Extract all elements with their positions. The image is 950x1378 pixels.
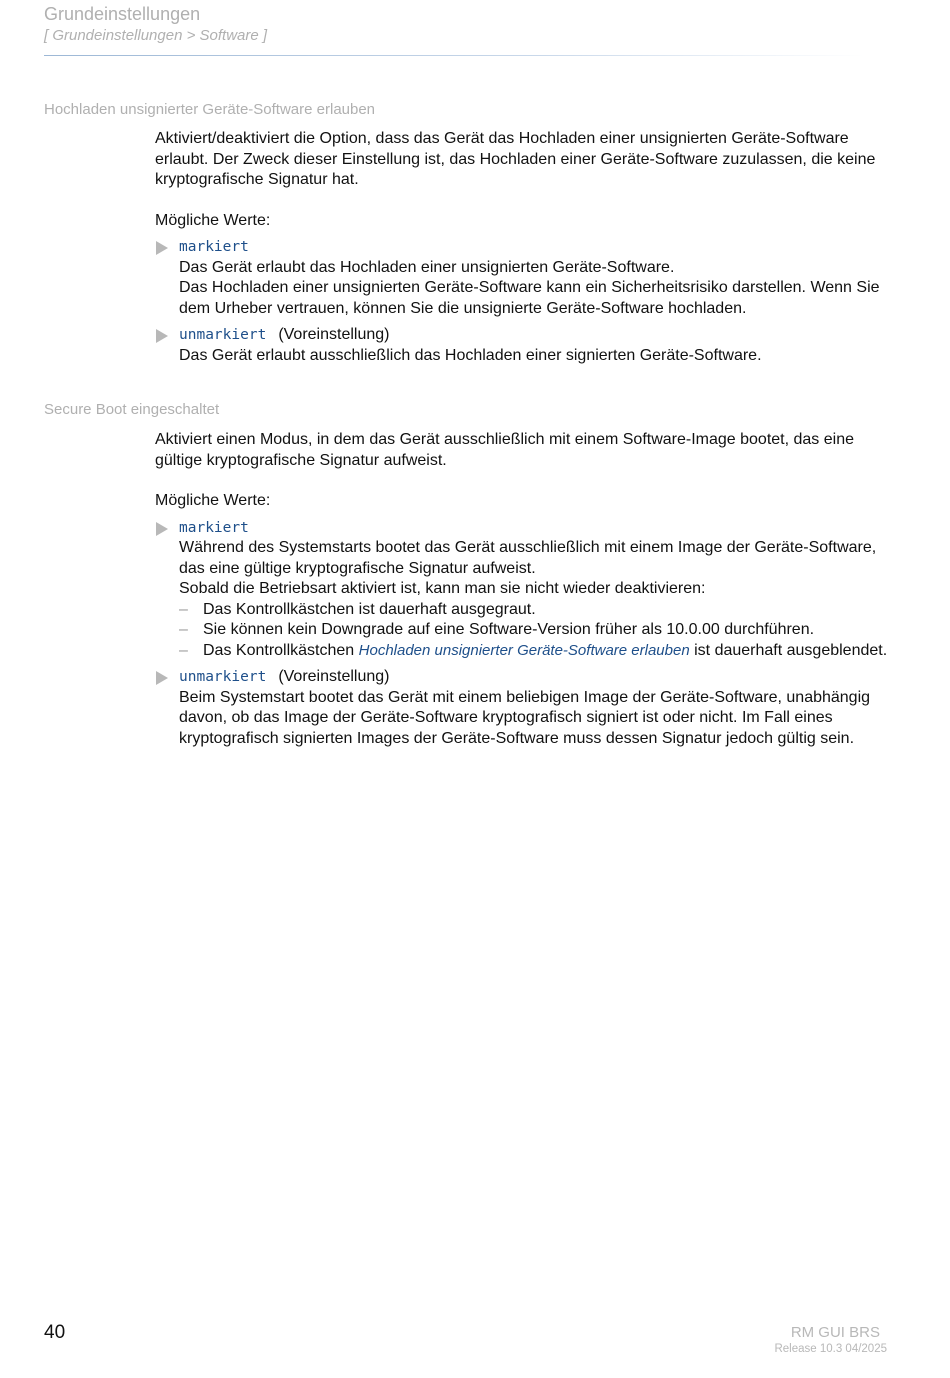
value-item-checked — [155, 237, 890, 319]
value-item-checked — [155, 518, 890, 662]
dash-icon: – — [179, 641, 188, 659]
value-line: Sobald die Betriebsart aktiviert ist, kann man sie nicht wieder deaktivieren: — [179, 580, 706, 597]
possible-values-label: Mögliche Werte: — [155, 211, 271, 229]
breadcrumb: [ Grundeinstellungen > Software ] — [44, 27, 268, 44]
value-code: markiert — [179, 519, 249, 536]
section-description: Aktiviert/deaktiviert die Option, dass das Gerät das Hochladen einer unsignierten Geräte-Software erlaubt. Der Zweck dieser Einstellung ist, das Hochladen einer Geräte-Software zuzulassen, die keine kryptografische Signatur hat. — [155, 130, 876, 188]
dash-icon: – — [179, 600, 188, 618]
triangle-right-icon — [156, 671, 168, 685]
triangle-right-icon — [156, 241, 168, 255]
page-header — [44, 4, 864, 46]
list-item-text: ist dauerhaft ausgeblendet. — [689, 641, 888, 659]
page-number: 40 — [44, 1322, 66, 1343]
unsigned-upload-link[interactable]: Hochladen unsignierter Geräte-Software erlauben — [358, 641, 690, 659]
header-divider — [44, 55, 864, 56]
value-code: unmarkiert — [179, 327, 267, 343]
list-item — [179, 600, 890, 621]
section-description: Aktiviert einen Modus, in dem das Gerät ausschließlich mit einem Software-Image bootet, das eine gültige kryptografische Signatur aufweist. — [155, 431, 854, 469]
section-heading-unsigned-upload: Hochladen unsignierter Geräte-Software erlauben — [44, 101, 376, 118]
section-unsigned-upload — [155, 129, 890, 366]
value-line: Das Gerät erlaubt ausschließlich das Hochladen einer signierten Geräte-Software. — [179, 346, 762, 364]
section-heading-secure-boot: Secure Boot eingeschaltet — [44, 401, 220, 418]
triangle-right-icon — [156, 522, 168, 536]
default-label: (Voreinstellung) — [278, 668, 390, 685]
value-item-unchecked — [155, 325, 890, 366]
dash-icon: – — [179, 621, 188, 638]
header-title: Grundeinstellungen — [44, 4, 201, 24]
footer-release: Release 10.3 04/2025 — [774, 1343, 887, 1355]
value-line: Das Hochladen einer unsignierten Geräte-Software kann ein Sicherheitsrisiko darstellen. Wenn Sie dem Urheber vertrauen, können Sie die unsignierte Geräte-Software hochladen. — [179, 279, 880, 317]
section-secure-boot — [155, 430, 890, 749]
value-line: Das Gerät erlaubt das Hochladen einer unsignierten Geräte-Software. — [179, 258, 675, 276]
list-item-text: Das Kontrollkästchen ist dauerhaft ausgegraut. — [203, 600, 536, 618]
value-line: Während des Systemstarts bootet das Gerät ausschließlich mit einem Image der Geräte-Software, das eine gültige kryptografische Signatur aufweist. — [179, 539, 877, 577]
value-item-unchecked — [155, 667, 890, 749]
value-line: Beim Systemstart bootet das Gerät mit einem beliebigen Image der Geräte-Software, unabhängig davon, ob das Image der Geräte-Software kryptografisch signiert ist oder nicht. Im Fall eines kryptografisch signierten Images der Geräte-Software muss dessen Signatur jedoch gültig sein. — [179, 688, 871, 747]
dash-list — [179, 600, 890, 662]
triangle-right-icon — [156, 329, 168, 343]
footer-doc-name: RM GUI BRS — [790, 1324, 880, 1341]
possible-values-label: Mögliche Werte: — [155, 492, 271, 509]
list-item-text: Das Kontrollkästchen — [203, 641, 359, 659]
value-code: unmarkiert — [179, 669, 267, 685]
list-item — [179, 620, 890, 641]
list-item — [179, 641, 890, 662]
value-code: markiert — [179, 239, 249, 255]
default-label: (Voreinstellung) — [278, 326, 390, 343]
list-item-text: Sie können kein Downgrade auf eine Software-Version früher als 10.0.00 durchführen. — [203, 621, 815, 638]
